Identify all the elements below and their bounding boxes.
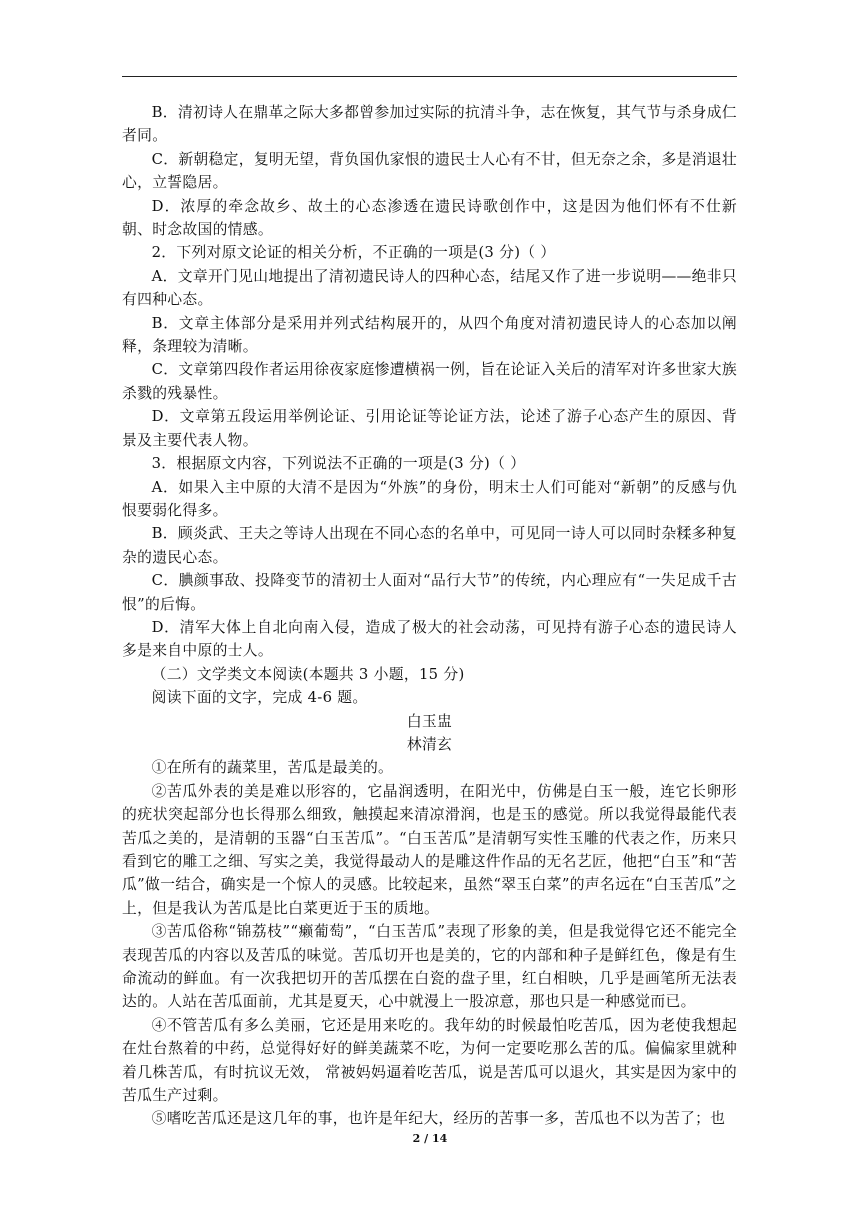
header-rule bbox=[122, 76, 737, 77]
question-3: 3．根据原文内容，下列说法不正确的一项是(3 分)（ ） bbox=[151, 455, 526, 473]
article-paragraph-3: ③苦瓜俗称“锦荔枝”“癞葡萄”，“白玉苦瓜”表现了形象的美，但是我觉得它还不能完全表现苦瓜的内容以及苦瓜的味觉。苦瓜切开也是美的，它的内部和种子是鲜红色，像是有生命流动的鲜血。有一次我把切开的苦瓜摆在白瓷的盘子里，红白相映，几乎是画笔所无法表达的。人站在苦瓜面前，尤其是夏天，心中就漫上一股凉意，那也只是一种感觉而已。 bbox=[122, 923, 737, 1011]
q2-option-c: C．文章第四段作者运用徐夜家庭惨遭横祸一例，旨在论证入关后的清军对许多世家大族杀戮的残暴性。 bbox=[122, 361, 737, 402]
page-number: 2 / 14 bbox=[412, 1132, 448, 1145]
q3-option-a: A．如果入主中原的大清不是因为“外族”的身份，明末士人们可能对“新朝”的反感与仇恨要弱化得多。 bbox=[122, 478, 737, 519]
article-paragraph-2: ②苦瓜外表的美是难以形容的，它晶润透明，在阳光中，仿佛是白玉一般，连它长卵形的疣状突起部分也长得那么细致，触摸起来清凉滑润，也是玉的感觉。所以我觉得最能代表苦瓜之美的，是清朝的玉器“白玉苦瓜”。“白玉苦瓜”是清朝写实性玉雕的代表之作，历来只看到它的雕工之细、写实之美，我觉得最动人的是雕这件作品的无名艺匠，他把“白玉”和“苦瓜”做一结合，确实是一个惊人的灵感。比较起来，虽然“翠玉白菜”的声名远在“白玉苦瓜”之上，但是我认为苦瓜是比白菜更近于玉的质地。 bbox=[122, 782, 737, 917]
q3-option-d: D．清军大体上自北向南入侵，造成了极大的社会动荡，可见持有游子心态的遗民诗人多是来自中原的士人。 bbox=[122, 618, 737, 660]
page-content bbox=[122, 101, 737, 1131]
q2-option-b: B．文章主体部分是采用并列式结构展开的，从四个角度对清初遗民诗人的心态加以阐释，条理较为清晰。 bbox=[122, 314, 737, 356]
reading-instruction: 阅读下面的文字，完成 4-6 题。 bbox=[151, 689, 368, 707]
article-title: 白玉盅 bbox=[406, 712, 453, 730]
section-heading: （二）文学类文本阅读(本题共 3 小题，15 分) bbox=[151, 665, 465, 683]
article-paragraph-4: ④不管苦瓜有多么美丽，它还是用来吃的。我年幼的时候最怕吃苦瓜，因为老使我想起在灶台熬着的中药，总觉得好好的鲜美蔬菜不吃，为何一定要吃那么苦的瓜。偏偏家里就种着几株苦瓜，有时抗议无效， 常被妈妈逼着吃苦瓜，说是苦瓜可以退火，其实是因为家中的苦瓜生产过剩。 bbox=[122, 1016, 737, 1105]
article-paragraph-5: ⑤嗜吃苦瓜还是这几年的事，也许是年纪大，经历的苦事一多，苦瓜也不以为苦了；也 bbox=[151, 1110, 726, 1128]
q3-option-c: C．腆颜事敌、投降变节的清初士人面对“品行大节”的传统，内心理应有“一失足成千古恨”的后悔。 bbox=[122, 572, 737, 613]
option-b: B．清初诗人在鼎革之际大多都曾参加过实际的抗清斗争，志在恢复，其气节与杀身成仁者同。 bbox=[122, 104, 737, 145]
question-2: 2．下列对原文论证的相关分析，不正确的一项是(3 分)（ ） bbox=[151, 244, 556, 262]
q3-option-b: B．顾炎武、王夫之等诗人出现在不同心态的名单中，可见同一诗人可以同时杂糅多种复杂的遗民心态。 bbox=[122, 525, 737, 566]
article-author: 林清玄 bbox=[406, 735, 453, 753]
q2-option-a: A．文章开门见山地提出了清初遗民诗人的四种心态，结尾又作了进一步说明——绝非只有四种心态。 bbox=[122, 267, 737, 309]
option-d: D．浓厚的牵念故乡、故土的心态渗透在遗民诗歌创作中，这是因为他们怀有不仕新朝、时念故国的情感。 bbox=[122, 197, 737, 239]
option-c: C．新朝稳定，复明无望，背负国仇家恨的遗民士人心有不甘，但无奈之余，多是消退壮心，立誓隐居。 bbox=[122, 150, 737, 192]
article-paragraph-1: ①在所有的蔬菜里，苦瓜是最美的。 bbox=[151, 759, 394, 777]
q2-option-d: D．文章第五段运用举例论证、引用论证等论证方法，论述了游子心态产生的原因、背景及主要代表人物。 bbox=[122, 408, 737, 449]
